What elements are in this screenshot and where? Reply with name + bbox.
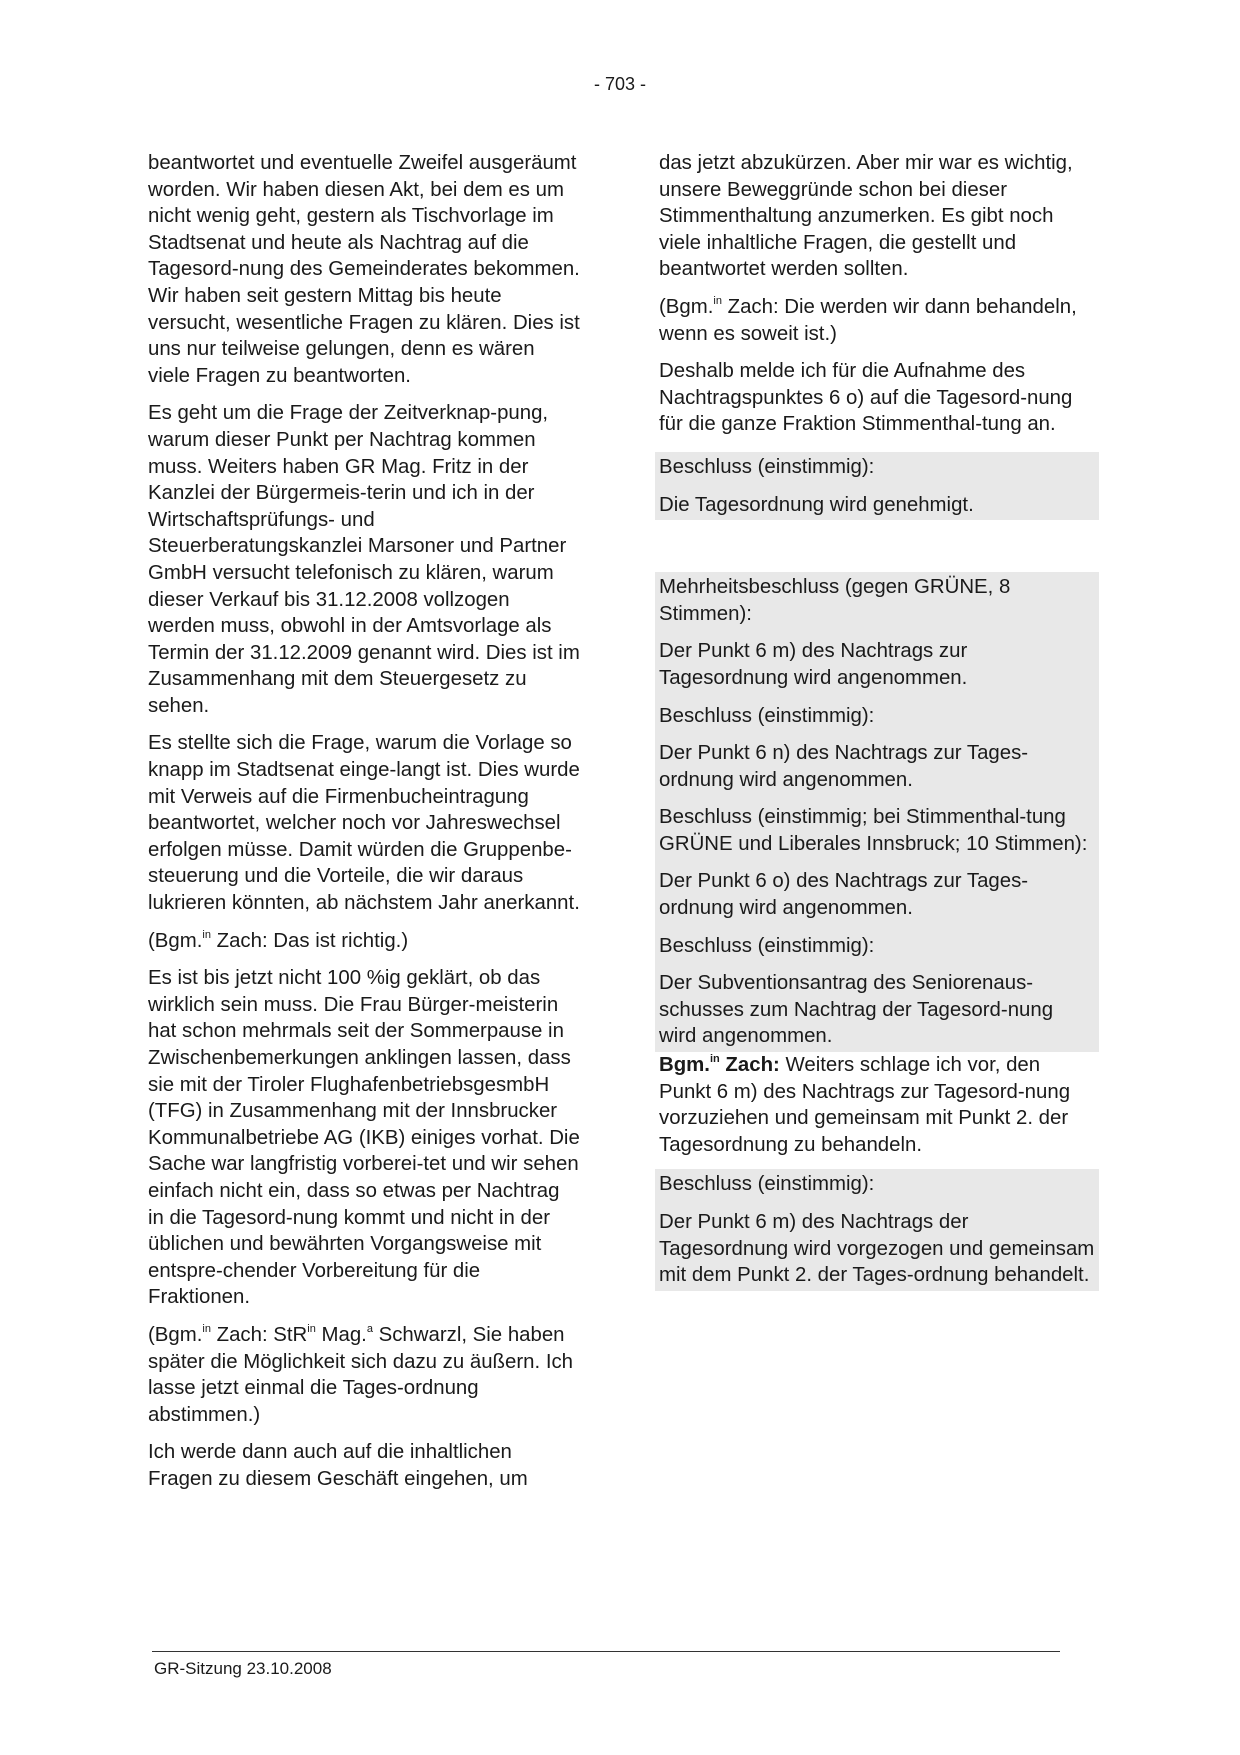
right-column — [659, 150, 1095, 1291]
page-number: - 703 - — [593, 74, 647, 94]
text-run: (Bgm. — [659, 295, 714, 318]
superscript: in — [713, 294, 722, 307]
resolution-text: Der Punkt 6 o) des Nachtrags zur Tages-ordnung wird angenommen. — [659, 870, 1029, 920]
resolution-text: Der Punkt 6 m) des Nachtrags der Tagesordnung wird vorgezogen und gemeinsam mit dem Punkt 2. der Tages-ordnung behandelt. — [659, 1211, 1095, 1287]
resolution-text: Der Punkt 6 m) des Nachtrags zur Tagesordnung wird angenommen. — [659, 640, 968, 689]
resolution-heading: Mehrheitsbeschluss (gegen GRÜNE, 8 Stimmen): — [659, 576, 1011, 625]
superscript: in — [307, 1322, 316, 1335]
footer-text: GR-Sitzung 23.10.2008 — [154, 1659, 332, 1678]
resolution-heading: Beschluss (einstimmig; bei Stimmenthal-tung GRÜNE und Liberales Innsbruck; 10 Stimmen): — [659, 806, 1088, 855]
left-column — [148, 150, 580, 1504]
paragraph: beantwortet und eventuelle Zweifel ausgeräumt worden. Wir haben diesen Akt, bei dem es um nicht wenig geht, gestern als Tischvorlage im Stadtsenat und heute als Nachtrag auf die Tagesord-nung des Gemeinderates bekommen. Wir haben seit gestern Mittag bis heute versucht, wesentliche Fragen zu klären. Dies ist uns nur teilweise gelungen, denn es wären viele Fragen zu beantworten. — [148, 152, 580, 387]
text-run: Zach: StR — [210, 1323, 308, 1346]
text-run: (Bgm. — [148, 929, 203, 952]
paragraph: Deshalb melde ich für die Aufnahme des Nachtragspunktes 6 o) auf die Tagesord-nung für die ganze Fraktion Stimmenthal-tung an. — [659, 360, 1073, 436]
text-run: Zach: Das ist richtig.) — [210, 929, 409, 952]
text-run: Zach: — [719, 1054, 780, 1077]
paragraph: Ich werde dann auch auf die inhaltlichen Fragen zu diesem Geschäft eingehen, um — [148, 1441, 528, 1490]
speaker-paragraph — [659, 1052, 1091, 1158]
interjection — [148, 1322, 580, 1428]
text-run: Zach: Die werden wir dann behandeln, wenn es soweit ist.) — [659, 295, 1077, 345]
paragraph: Es stellte sich die Frage, warum die Vorlage so knapp im Stadtsenat einge-langt ist. Dies wurde mit Verweis auf die Firmenbucheintragung beantwortet, welcher noch vor Jahreswechsel erfolgen müsse. Damit würden die Gruppenbe-steuerung und die Vorteile, die wir daraus lukrieren könnten, ab nächstem Jahr anerkannt. — [148, 732, 580, 915]
interjection — [659, 294, 1091, 347]
resolution-heading: Beschluss (einstimmig): — [659, 455, 875, 478]
paragraph: das jetzt abzukürzen. Aber mir war es wichtig, unsere Beweggründe schon bei dieser Stimmenthaltung anzumerken. Es gibt noch viele inhaltliche Fragen, die gestellt und beantwortet werden sollten. — [659, 152, 1073, 281]
resolution-heading: Beschluss (einstimmig): — [659, 704, 875, 727]
footer-divider — [152, 1651, 1060, 1652]
text-run: Mag. — [315, 1323, 367, 1346]
text-run: (Bgm. — [148, 1323, 203, 1346]
superscript: in — [709, 1053, 720, 1066]
superscript: a — [366, 1322, 373, 1335]
resolution-text: Die Tagesordnung wird genehmigt. — [659, 493, 974, 516]
interjection — [148, 928, 580, 955]
paragraph: Es ist bis jetzt nicht 100 %ig geklärt, ob das wirklich sein muss. Die Frau Bürger-meisterin hat schon mehrmals seit der Sommerpause in Zwischenbemerkungen anklingen lassen, dass sie mit der Tiroler FlughafenbetriebsgesmbH (TFG) in Zusammenhang mit der Innsbrucker Kommunalbetriebe AG (IKB) einiges vorhat. Die Sache war langfristig vorberei-tet und wir sehen einfach nicht ein, dass so etwas per Nachtrag in die Tagesord-nung kommt und nicht in der üblichen und bewährten Vorgangsweise mit entspre-chender Vorbereitung für die Fraktionen. — [148, 967, 580, 1309]
superscript: in — [202, 1322, 211, 1335]
resolution-heading: Beschluss (einstimmig): — [659, 934, 875, 957]
paragraph: Es geht um die Frage der Zeitverknap-pung, warum dieser Punkt per Nachtrag kommen muss. Weiters haben GR Mag. Fritz in der Kanzlei der Bürgermeis-terin und ich in der Wirtschaftsprüfungs- und Steuerberatungskanzlei Marsoner und Partner GmbH versucht telefonisch zu klären, warum dieser Verkauf bis 31.12.2008 vollzogen werden muss, obwohl in der Amtsvorlage als Termin der 31.12.2009 genannt wird. Dies ist im Zusammenhang mit dem Steuergesetz zu sehen. — [148, 402, 580, 717]
resolution-box — [655, 452, 1099, 520]
resolution-text: Der Punkt 6 n) des Nachtrags zur Tages-ordnung wird angenommen. — [659, 742, 1029, 791]
resolution-box — [655, 1169, 1099, 1290]
text-run: Bgm. — [659, 1054, 710, 1077]
resolution-heading: Beschluss (einstimmig): — [659, 1173, 875, 1196]
speaker-name — [659, 1054, 780, 1076]
resolution-box — [655, 572, 1099, 1052]
resolution-text: Der Subventionsantrag des Seniorenaus-schusses zum Nachtrag der Tagesord-nung wird angenommen. — [659, 972, 1054, 1048]
text-run: Weiters schlage ich vor, den Punkt 6 m) des Nachtrags zur Tagesord-nung vorzuziehen und gemeinsam mit Punkt 2. der Tagesordnung zu behandeln. — [659, 1054, 1071, 1156]
text-run: Schwarzl, Sie haben später die Möglichkeit sich dazu zu äußern. Ich lasse jetzt einmal die Tages-ordnung abstimmen.) — [148, 1323, 574, 1426]
superscript: in — [202, 928, 211, 941]
